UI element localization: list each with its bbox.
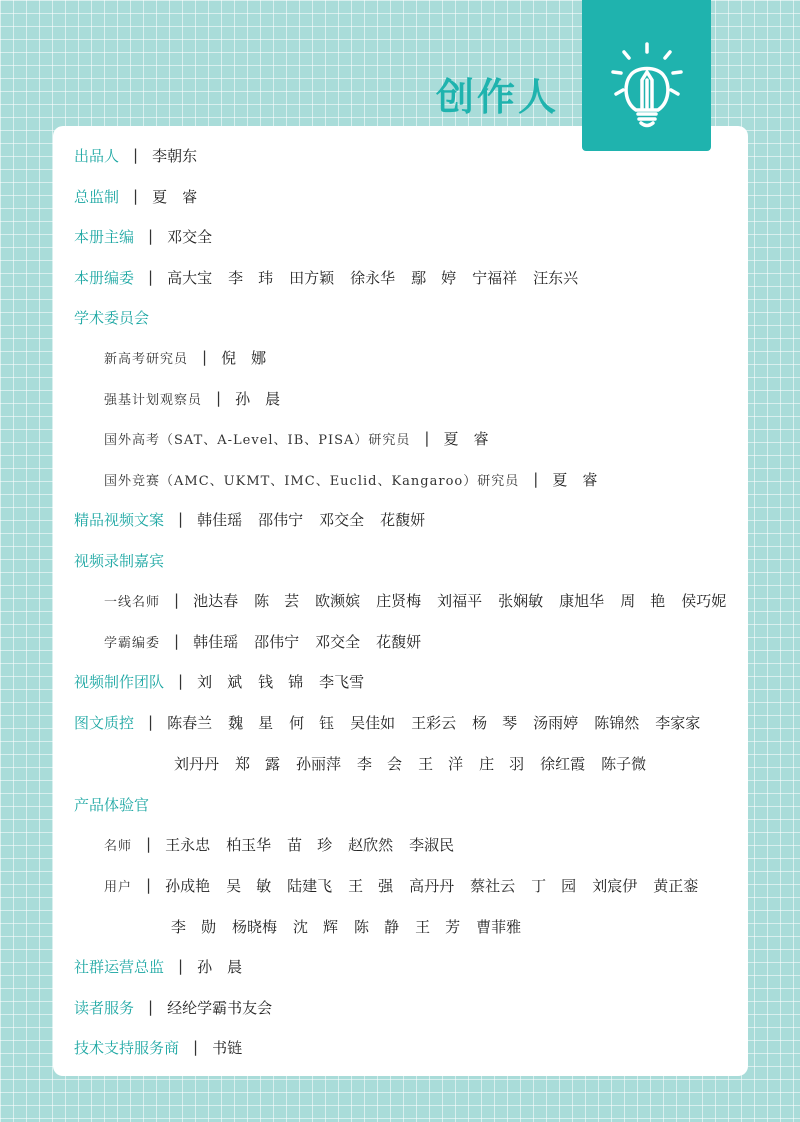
person-name: 陈 芸 bbox=[254, 591, 300, 610]
person-name: 黄正銮 bbox=[653, 876, 699, 895]
person-name: 欧濒嫔 bbox=[315, 591, 361, 610]
person-name: 花馥妍 bbox=[376, 632, 422, 651]
credit-value: 李朝东 bbox=[152, 146, 198, 165]
credit-label: 图文质控 bbox=[74, 713, 135, 732]
person-name: 邓交全 bbox=[319, 510, 365, 529]
separator: | bbox=[148, 227, 154, 245]
person-name: 陈 静 bbox=[354, 917, 400, 936]
credit-label: 产品体验官 bbox=[74, 795, 150, 814]
person-name: 王 强 bbox=[348, 876, 394, 895]
credit-subrow bbox=[104, 832, 470, 856]
person-name: 刘福平 bbox=[437, 591, 483, 610]
header-tab bbox=[582, 0, 711, 151]
person-name: 邵伟宁 bbox=[258, 510, 304, 529]
credit-label: 技术支持服务商 bbox=[74, 1038, 180, 1057]
person-name: 刘宸伊 bbox=[592, 876, 638, 895]
person-name: 陈春兰 bbox=[167, 713, 213, 732]
credit-value: 孙 晨 bbox=[235, 389, 281, 408]
name-list bbox=[171, 916, 537, 937]
person-name: 庄贤梅 bbox=[376, 591, 422, 610]
name-list bbox=[193, 631, 437, 652]
person-name: 李 玮 bbox=[228, 268, 274, 287]
credit-label: 本册主编 bbox=[74, 227, 135, 246]
credit-subrow bbox=[104, 467, 597, 491]
person-name: 汪东兴 bbox=[533, 268, 579, 287]
person-name: 邓交全 bbox=[315, 632, 361, 651]
person-name: 韩佳瑶 bbox=[193, 632, 239, 651]
person-name: 王 芳 bbox=[415, 917, 461, 936]
separator: | bbox=[178, 672, 184, 690]
person-name: 高丹丹 bbox=[409, 876, 455, 895]
person-name: 钱 锦 bbox=[258, 672, 304, 691]
name-list bbox=[165, 834, 470, 855]
credit-row-tech-support bbox=[74, 1035, 242, 1059]
credit-subrow bbox=[104, 345, 266, 369]
separator: | bbox=[202, 348, 208, 366]
role-label: 新高考研究员 bbox=[104, 351, 189, 367]
separator: | bbox=[193, 1038, 199, 1056]
credit-row-quality-control bbox=[74, 710, 716, 734]
credit-row-product-testers bbox=[74, 792, 149, 816]
credit-row-volume-editor bbox=[74, 224, 212, 248]
credit-value: 夏 睿 bbox=[152, 187, 198, 206]
person-name: 陈锦然 bbox=[594, 713, 640, 732]
person-name: 丁 园 bbox=[531, 876, 577, 895]
name-list bbox=[174, 753, 662, 774]
credit-label: 出品人 bbox=[74, 146, 120, 165]
name-list bbox=[193, 590, 742, 611]
separator: | bbox=[148, 713, 154, 731]
credit-label: 本册编委 bbox=[74, 268, 135, 287]
credit-value: 夏 睿 bbox=[552, 470, 598, 489]
person-name: 魏 星 bbox=[228, 713, 274, 732]
person-name: 曹菲雅 bbox=[476, 917, 522, 936]
credit-label: 视频制作团队 bbox=[74, 672, 165, 691]
credit-continuation-row bbox=[171, 914, 537, 938]
person-name: 周 艳 bbox=[620, 591, 666, 610]
person-name: 孙成艳 bbox=[165, 876, 211, 895]
role-label: 名师 bbox=[104, 838, 133, 854]
person-name: 侯巧妮 bbox=[681, 591, 727, 610]
person-name: 邵伟宁 bbox=[254, 632, 300, 651]
credit-continuation-row bbox=[174, 751, 662, 775]
separator: | bbox=[216, 389, 222, 407]
person-name: 池达春 bbox=[193, 591, 239, 610]
credit-value: 经纶学霸书友会 bbox=[167, 998, 273, 1017]
person-name: 沈 辉 bbox=[293, 917, 339, 936]
credit-value: 倪 娜 bbox=[221, 348, 267, 367]
person-name: 蔡社云 bbox=[470, 876, 516, 895]
person-name: 吴佳如 bbox=[350, 713, 396, 732]
credit-row-community bbox=[74, 954, 242, 978]
person-name: 杨 琴 bbox=[472, 713, 518, 732]
person-name: 李 会 bbox=[357, 754, 403, 773]
credit-row-academic-committee bbox=[74, 305, 149, 329]
credit-label: 精品视频文案 bbox=[74, 510, 165, 529]
credit-row-volume-committee bbox=[74, 265, 594, 289]
credit-row-publisher bbox=[74, 143, 197, 167]
credit-label: 视频录制嘉宾 bbox=[74, 551, 165, 570]
credit-row-video-team bbox=[74, 669, 380, 693]
person-name: 郑 露 bbox=[235, 754, 281, 773]
credit-label: 学术委员会 bbox=[74, 308, 150, 327]
separator: | bbox=[178, 510, 184, 528]
credit-row-video-guests bbox=[74, 548, 164, 572]
credit-row-chief-supervisor bbox=[74, 184, 197, 208]
person-name: 宁福祥 bbox=[472, 268, 518, 287]
name-list bbox=[167, 712, 716, 733]
separator: | bbox=[148, 998, 154, 1016]
person-name: 何 钰 bbox=[289, 713, 335, 732]
separator: | bbox=[178, 957, 184, 975]
person-name: 王永忠 bbox=[165, 835, 211, 854]
role-label: 一线名师 bbox=[104, 594, 161, 610]
person-name: 鄢 婷 bbox=[411, 268, 457, 287]
name-list bbox=[167, 267, 594, 288]
person-name: 韩佳瑶 bbox=[197, 510, 243, 529]
name-list bbox=[165, 875, 714, 896]
person-name: 徐红霞 bbox=[540, 754, 586, 773]
separator: | bbox=[533, 470, 539, 488]
separator: | bbox=[133, 187, 139, 205]
credit-subrow bbox=[104, 426, 489, 450]
role-label: 用户 bbox=[104, 879, 133, 895]
credit-subrow bbox=[104, 386, 280, 410]
person-name: 刘 斌 bbox=[197, 672, 243, 691]
person-name: 张娴敏 bbox=[498, 591, 544, 610]
credit-value: 邓交全 bbox=[167, 227, 213, 246]
separator: | bbox=[424, 429, 430, 447]
person-name: 苗 珍 bbox=[287, 835, 333, 854]
role-label: 国外竞赛（AMC、UKMT、IMC、Euclid、Kangaroo）研究员 bbox=[104, 473, 520, 489]
separator: | bbox=[146, 876, 152, 894]
person-name: 孙丽萍 bbox=[296, 754, 342, 773]
lightbulb-pencil-icon bbox=[610, 40, 684, 130]
credit-label: 读者服务 bbox=[74, 998, 135, 1017]
credit-value: 书链 bbox=[212, 1038, 243, 1057]
role-label: 学霸编委 bbox=[104, 635, 161, 651]
person-name: 吴 敏 bbox=[226, 876, 272, 895]
person-name: 庄 羽 bbox=[479, 754, 525, 773]
separator: | bbox=[148, 268, 154, 286]
credit-subrow bbox=[104, 588, 742, 612]
credit-row-reader-service bbox=[74, 995, 272, 1019]
credit-value: 孙 晨 bbox=[197, 957, 243, 976]
person-name: 杨晓梅 bbox=[232, 917, 278, 936]
person-name: 康旭华 bbox=[559, 591, 605, 610]
person-name: 王 洋 bbox=[418, 754, 464, 773]
person-name: 汤雨婷 bbox=[533, 713, 579, 732]
separator: | bbox=[146, 835, 152, 853]
person-name: 徐永华 bbox=[350, 268, 396, 287]
role-label: 强基计划观察员 bbox=[104, 392, 203, 408]
credit-subrow bbox=[104, 873, 714, 897]
credit-label: 总监制 bbox=[74, 187, 120, 206]
separator: | bbox=[133, 146, 139, 164]
person-name: 赵欣然 bbox=[348, 835, 394, 854]
person-name: 田方颖 bbox=[289, 268, 335, 287]
person-name: 陆建飞 bbox=[287, 876, 333, 895]
person-name: 陈子微 bbox=[601, 754, 647, 773]
page-title: 创作人 bbox=[436, 75, 560, 119]
role-label: 国外高考（SAT、A-Level、IB、PISA）研究员 bbox=[104, 432, 411, 448]
person-name: 李淑民 bbox=[409, 835, 455, 854]
person-name: 花馥妍 bbox=[380, 510, 426, 529]
credit-value: 夏 睿 bbox=[443, 429, 489, 448]
separator: | bbox=[174, 591, 180, 609]
person-name: 李家家 bbox=[655, 713, 701, 732]
person-name: 柏玉华 bbox=[226, 835, 272, 854]
credit-label: 社群运营总监 bbox=[74, 957, 165, 976]
credit-row-video-copy bbox=[74, 507, 441, 531]
person-name: 高大宝 bbox=[167, 268, 213, 287]
separator: | bbox=[174, 632, 180, 650]
name-list bbox=[197, 671, 380, 692]
person-name: 李飞雪 bbox=[319, 672, 365, 691]
person-name: 王彩云 bbox=[411, 713, 457, 732]
person-name: 刘丹丹 bbox=[174, 754, 220, 773]
credit-subrow bbox=[104, 629, 437, 653]
name-list bbox=[197, 509, 441, 530]
person-name: 李 勋 bbox=[171, 917, 217, 936]
